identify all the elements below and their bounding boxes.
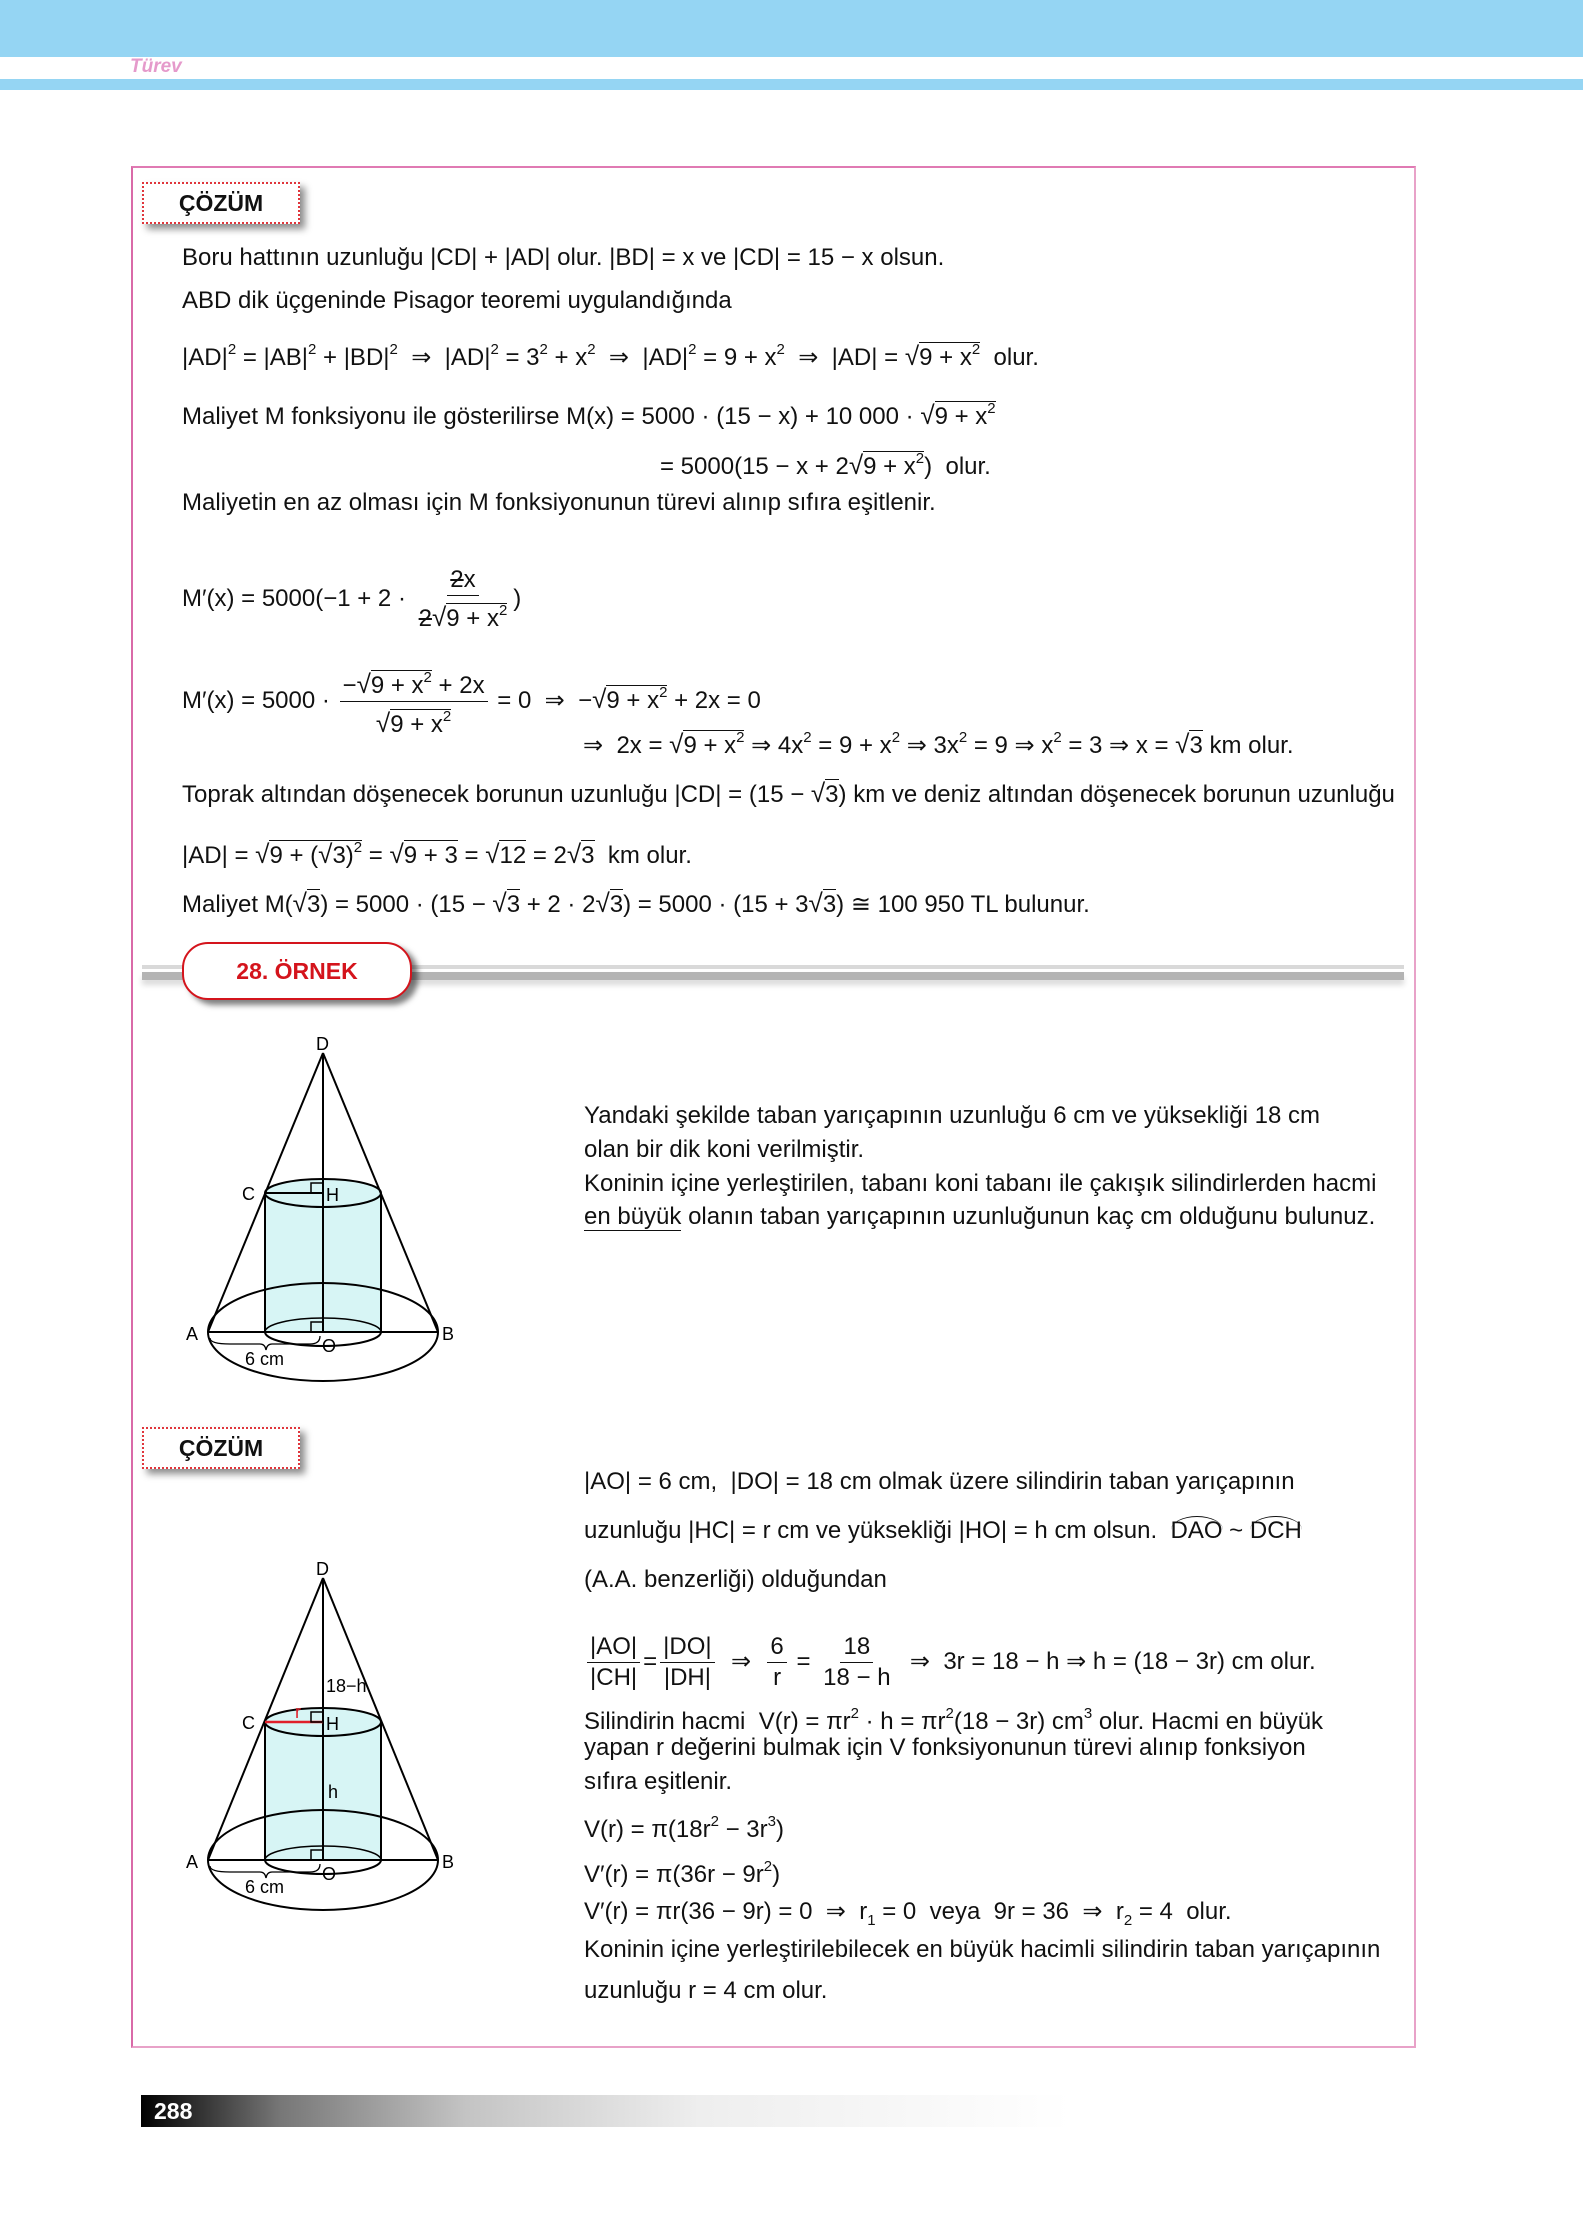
square-root xyxy=(811,778,839,810)
text-run: ⇒ xyxy=(717,1647,765,1675)
text-run: 9 + x xyxy=(390,711,443,738)
text-run: − 3r xyxy=(718,1816,768,1843)
text-run: ) xyxy=(775,1816,784,1843)
text-run: ⇒ 3r = 18 − h ⇒ h = (18 − 3r) cm olur. xyxy=(896,1647,1316,1675)
square-root xyxy=(592,678,667,716)
text-run: Silindirin hacmi V(r) = πr xyxy=(584,1708,851,1735)
label-r: r xyxy=(295,1702,301,1722)
text-run: (18 − 3r) cm xyxy=(953,1708,1084,1735)
square-root xyxy=(669,723,744,761)
text-run: = 9 + x xyxy=(696,344,777,371)
square-root xyxy=(485,839,526,871)
superscript: 2 xyxy=(1053,729,1062,746)
text-run: = xyxy=(643,1647,658,1675)
cone-figure xyxy=(130,1000,530,1400)
text-run: + 2 · 2 xyxy=(520,891,596,918)
superscript: 2 xyxy=(308,341,317,358)
label-18-minus-h: 18−h xyxy=(326,1676,367,1696)
text-run: V(r) = π(18r xyxy=(584,1816,711,1843)
label-a: A xyxy=(186,1852,199,1872)
square-root xyxy=(357,663,432,701)
text-run: ⇒ 2x = xyxy=(583,732,670,759)
superscript: 2 xyxy=(971,341,981,358)
text-run: 9 + x xyxy=(919,344,972,371)
text-line xyxy=(182,243,944,273)
example-label: 28. ÖRNEK xyxy=(182,942,412,1000)
text-run: 3 xyxy=(609,891,624,918)
text-line xyxy=(660,444,991,482)
text-run: ⇒ |AD| xyxy=(595,344,689,371)
denominator xyxy=(416,596,511,634)
text-run: + |BD| xyxy=(316,344,390,371)
text-run: km olur. xyxy=(1202,732,1294,759)
text-run: 3 xyxy=(506,891,521,918)
text-run: 9 + ( xyxy=(269,842,319,869)
text-run: |AD| xyxy=(182,344,228,371)
fraction xyxy=(820,1632,893,1693)
angle-arc-text: DCH xyxy=(1249,1517,1302,1544)
superscript: 2 xyxy=(442,708,452,725)
superscript: 2 xyxy=(958,729,968,746)
text-run: |CH| xyxy=(590,1664,638,1691)
text-run: = |AB| xyxy=(236,344,308,371)
text-run: = xyxy=(457,842,486,869)
text-run: 3 xyxy=(822,891,837,918)
superscript: 3 xyxy=(767,1813,776,1830)
text-line xyxy=(182,488,936,518)
header-stripe xyxy=(0,79,1583,90)
text-run: yapan r değerini bulmak için V fonksiyonunun türevi alınıp fonksiyon xyxy=(584,1734,1306,1761)
text-line xyxy=(182,335,1039,373)
label-h-height: h xyxy=(328,1782,339,1802)
text-run: Koninin içine yerleştirilen, tabanı koni tabanı ile çakışık silindirlerden hacmi xyxy=(584,1170,1377,1197)
superscript: 2 xyxy=(763,1858,773,1875)
text-run: |DH| xyxy=(663,1664,711,1691)
text-run: sıfıra eşitlenir. xyxy=(584,1768,733,1795)
text-run: Koninin içine yerleştirilebilecek en büyük hacimli silindirin taban yarıçapının xyxy=(584,1936,1381,1963)
text-run: 3 xyxy=(1189,732,1203,759)
text-run: 3 xyxy=(332,842,346,869)
text-run: 3 xyxy=(581,842,595,869)
text-run: ) xyxy=(513,584,522,612)
superscript: 2 xyxy=(915,450,925,467)
text-run: (A.A. benzerliği) olduğundan xyxy=(584,1566,887,1593)
text-run: M′(x) = 5000(−1 + 2 · xyxy=(182,584,413,612)
superscript: 2 xyxy=(490,341,499,358)
text-line xyxy=(584,1733,1306,1763)
square-root xyxy=(293,888,321,920)
superscript: 3 xyxy=(1083,1705,1093,1722)
text-run: ⇒ |AD| = xyxy=(784,344,905,371)
square-root xyxy=(905,335,980,373)
text-run: ~ xyxy=(1222,1517,1250,1544)
text-run: 9 + x xyxy=(683,732,737,759)
text-line xyxy=(182,888,1090,920)
text-line xyxy=(182,286,732,316)
label-a: A xyxy=(186,1324,199,1344)
text-run: 18 xyxy=(843,1633,871,1660)
label-b: B xyxy=(442,1324,455,1344)
numerator xyxy=(340,663,488,702)
text-run: |AO| xyxy=(590,1633,638,1660)
superscript: 2 xyxy=(688,341,697,358)
square-root xyxy=(376,702,451,740)
text-run: ) = 5000 · (15 − xyxy=(320,891,493,918)
text-run: = xyxy=(789,1647,818,1675)
text-line xyxy=(584,1976,827,2006)
text-line xyxy=(584,1202,1375,1232)
square-root xyxy=(809,888,837,920)
text-line xyxy=(584,1565,887,1595)
square-root xyxy=(595,888,623,920)
denominator xyxy=(587,1663,640,1693)
text-run: Toprak altından döşenecek borunun uzunluğu |CD| = (15 − xyxy=(182,781,811,808)
text-run: = 0 veya 9r = 36 ⇒ r xyxy=(875,1898,1124,1925)
text-run: + 2x = 0 xyxy=(667,686,761,714)
text-run: M′(x) = 5000 · xyxy=(182,686,337,714)
text-run: 6 xyxy=(770,1633,784,1660)
superscript: 2 xyxy=(776,341,785,358)
text-run: = 9 + x xyxy=(811,732,892,759)
square-root xyxy=(1175,729,1203,761)
text-run: ⇒ |AD| xyxy=(397,344,491,371)
numerator xyxy=(447,565,478,596)
label-b: B xyxy=(442,1852,455,1872)
superscript: 2 xyxy=(659,683,668,701)
label-o: O xyxy=(322,1336,337,1356)
numerator xyxy=(767,1632,786,1663)
text-run: = 9 ⇒ x xyxy=(967,732,1054,759)
text-line xyxy=(584,1516,1302,1546)
square-root xyxy=(255,833,362,871)
solution-badge: ÇÖZÜM xyxy=(142,182,300,224)
text-run: uzunluğu |HC| = r cm ve yüksekliği |HO| = h cm olsun. xyxy=(584,1517,1171,1544)
superscript: 2 xyxy=(227,341,237,358)
cone-figure-solution xyxy=(130,1540,530,1940)
text-run: 18 − h xyxy=(823,1664,891,1691)
text-run: r xyxy=(773,1664,782,1691)
footer-bar xyxy=(141,2095,1071,2127)
label-d: D xyxy=(316,1034,329,1054)
text-run: = xyxy=(362,842,390,869)
text-run: = 3 ⇒ x = xyxy=(1061,732,1176,759)
text-run: 2 xyxy=(450,566,464,593)
superscript: 2 xyxy=(353,839,363,856)
text-run: ) xyxy=(345,842,354,869)
text-line xyxy=(584,1897,1232,1936)
text-line xyxy=(182,833,692,871)
square-root xyxy=(567,839,595,871)
denominator xyxy=(373,702,454,740)
superscript: 2 xyxy=(945,1705,954,1722)
text-run: Maliyetin en az olması için M fonksiyonunun türevi alınıp sıfıra eşitlenir. xyxy=(182,489,936,516)
radius-brace xyxy=(210,1336,320,1350)
text-run: olan bir dik koni verilmiştir. xyxy=(584,1136,865,1163)
square-root xyxy=(318,839,346,871)
superscript: 2 xyxy=(803,729,812,746)
text-run: ) = 5000 · (15 + 3 xyxy=(623,891,809,918)
text-line xyxy=(584,1632,1316,1693)
text-run: olanın taban yarıçapının uzunluğunun kaç cm olduğunu bulunuz. xyxy=(681,1203,1376,1230)
superscript: 2 xyxy=(710,1813,719,1830)
denominator xyxy=(770,1663,784,1693)
text-run: V′(r) = π(36r − 9r xyxy=(584,1861,764,1888)
text-line xyxy=(583,723,1294,761)
text-run: 9 + x xyxy=(446,605,499,632)
label-c: C xyxy=(242,1713,255,1733)
text-run: olur. Hacmi en büyük xyxy=(1092,1708,1324,1735)
denominator xyxy=(820,1663,893,1693)
label-radius: 6 cm xyxy=(245,1349,285,1369)
text-run: · h = πr xyxy=(858,1708,946,1735)
text-run: ⇒ 3x xyxy=(900,732,959,759)
label-o: O xyxy=(322,1864,337,1884)
numerator xyxy=(587,1632,640,1663)
angle-arc-text: DAO xyxy=(1170,1517,1223,1544)
radius-brace xyxy=(210,1864,320,1878)
text-run: ABD dik üçgeninde Pisagor teoremi uygulandığında xyxy=(182,287,732,314)
superscript: 2 xyxy=(736,729,745,746)
label-c: C xyxy=(242,1184,255,1204)
header-band xyxy=(0,0,1583,57)
superscript: 2 xyxy=(389,341,398,358)
text-run: Yandaki şekilde taban yarıçapının uzunluğu 6 cm ve yüksekliği 18 cm xyxy=(584,1102,1320,1129)
text-line xyxy=(584,1169,1376,1199)
page-number: 288 xyxy=(154,2098,193,2124)
text-run: 3 xyxy=(306,891,321,918)
square-root xyxy=(920,394,995,432)
text-run: = 5000(15 − x + 2 xyxy=(660,453,849,480)
text-run: 12 xyxy=(499,842,527,869)
text-line xyxy=(182,778,1395,810)
text-run: 9 + 3 xyxy=(403,842,458,869)
fraction xyxy=(767,1632,786,1693)
text-run: Boru hattının uzunluğu |CD| + |AD| olur. |BD| = x ve |CD| = 15 − x olsun. xyxy=(182,244,945,271)
text-run: = 0 ⇒ − xyxy=(490,686,593,714)
superscript: 2 xyxy=(539,341,548,358)
text-run: |AO| = 6 cm, |DO| = 18 cm olmak üzere silindirin taban yarıçapının xyxy=(584,1468,1295,1495)
fraction xyxy=(587,1632,640,1693)
text-run: ) ≅ 100 950 TL bulunur. xyxy=(836,891,1090,918)
numerator xyxy=(840,1632,873,1663)
square-root xyxy=(849,444,924,482)
text-run: km olur. xyxy=(594,842,692,869)
text-run: 9 + x xyxy=(606,686,660,714)
text-run: olur. xyxy=(980,344,1039,371)
text-run: + x xyxy=(547,344,588,371)
text-run: Maliyet M( xyxy=(182,891,293,918)
superscript: 2 xyxy=(850,1705,859,1722)
text-line xyxy=(584,1467,1295,1497)
fraction xyxy=(660,1632,714,1693)
text-run: ⇒ 4x xyxy=(744,732,804,759)
text-run: V′(r) = πr(36 − 9r) = 0 ⇒ r xyxy=(584,1898,868,1925)
text-run: 9 + x xyxy=(863,453,916,480)
square-root xyxy=(432,596,507,634)
text-line xyxy=(584,1852,780,1890)
superscript: 2 xyxy=(498,602,508,619)
text-run: |DO| xyxy=(663,1633,712,1660)
text-line xyxy=(182,394,996,432)
subscript: 1 xyxy=(867,1912,876,1929)
numerator xyxy=(660,1632,714,1663)
text-run: = 3 xyxy=(498,344,540,371)
text-run: 9 + x xyxy=(370,672,424,699)
text-run: |AD| = xyxy=(182,842,256,869)
text-run: Maliyet M fonksiyonu ile gösterilirse M(x) = 5000 · (15 − x) + 10 000 · xyxy=(182,403,921,430)
text-run: 2 xyxy=(418,605,432,632)
text-line xyxy=(584,1699,1323,1737)
superscript: 2 xyxy=(587,341,596,358)
text-line xyxy=(584,1135,864,1165)
text-line xyxy=(584,1935,1380,1965)
fraction xyxy=(340,663,488,740)
superscript: 2 xyxy=(987,400,996,417)
text-run: ) km ve deniz altından döşenecek borunun uzunluğu xyxy=(838,781,1395,808)
text-run: = 2 xyxy=(526,842,567,869)
text-line xyxy=(584,1101,1320,1131)
fraction xyxy=(416,565,511,634)
text-run: 9 + x xyxy=(934,403,988,430)
text-run: ) olur. xyxy=(924,453,991,480)
chapter-title: Türev xyxy=(130,56,182,77)
square-root xyxy=(390,839,458,871)
emphasis-text: en büyük xyxy=(584,1203,682,1230)
denominator xyxy=(661,1663,714,1693)
text-run: uzunluğu r = 4 cm olur. xyxy=(584,1977,828,2004)
text-run: x xyxy=(463,566,476,593)
subscript: 2 xyxy=(1123,1912,1133,1929)
text-line xyxy=(584,1807,784,1845)
text-run: − xyxy=(342,672,357,699)
square-root xyxy=(492,888,520,920)
text-line xyxy=(584,1767,732,1797)
superscript: 2 xyxy=(891,729,901,746)
label-radius: 6 cm xyxy=(245,1877,285,1897)
label-d: D xyxy=(316,1559,329,1579)
label-h: H xyxy=(326,1185,339,1205)
text-run: + 2x xyxy=(431,672,485,699)
text-run: ) xyxy=(772,1861,781,1888)
text-line xyxy=(182,565,521,634)
text-run: = 4 olur. xyxy=(1132,1898,1232,1925)
text-run: 3 xyxy=(825,781,839,808)
label-h: H xyxy=(326,1714,339,1734)
superscript: 2 xyxy=(423,669,432,686)
solution-badge: ÇÖZÜM xyxy=(142,1427,300,1469)
